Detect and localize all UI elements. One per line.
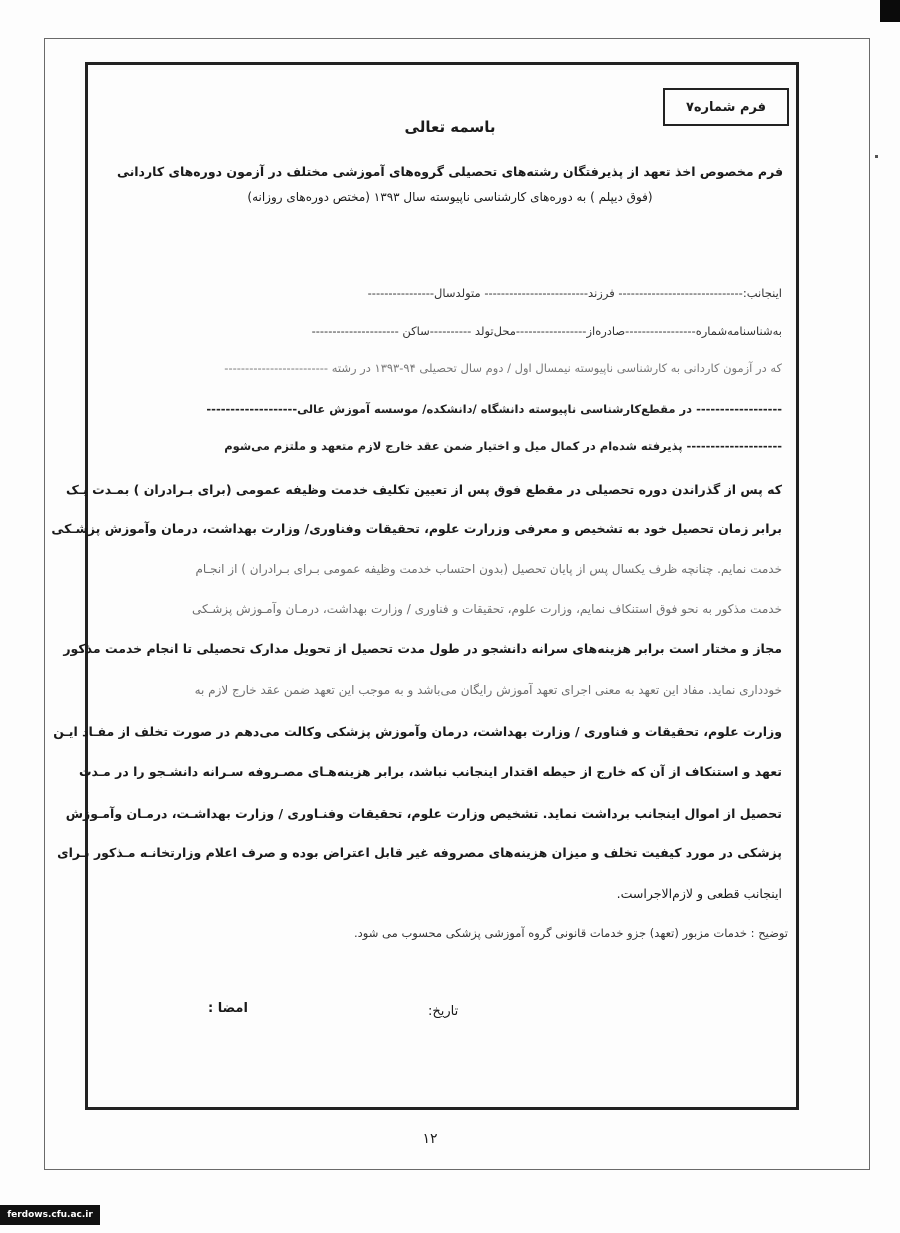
body-line: خدمت نمایم. چنانچه ظرف یکسال پس از پایان تحصیل (بدون احتساب خدمت وظیفه عمومی بـرای بـرادران ) از انجـام <box>195 562 782 576</box>
scan-corner-mark <box>880 0 900 22</box>
subtitle-line-2: (فوق دیپلم ) به دوره‌های کارشناسی ناپیوسته سال ۱۳۹۳ (مختص دوره‌های روزانه) <box>247 190 653 204</box>
body-line: تحصیل از اموال اینجانب برداشت نماید. تشخیص وزارت علوم، تحقیقات وفنـاوری / وزارت بهداشـت، درمـان وآمـوزش <box>65 806 782 821</box>
body-line: خدمت مذکور به نحو فوق استنکاف نمایم، وزارت علوم، تحقیقات و فناوری / وزارت بهداشت، درمـان وآمـوزش پزشـکی <box>192 602 782 616</box>
field-exam-line: که در آزمون کاردانی به کارشناسی ناپیوسته نیمسال اول / دوم سال تحصیلی ۹۴-۱۳۹۳ در رشته ------------------------- <box>224 361 782 375</box>
form-number-label: فرم شماره۷ <box>685 99 767 115</box>
field-id-line: به‌شناسنامه‌شماره-----------------صادره‌از-----------------محل‌تولد ----------ساکن --------------------- <box>311 324 782 338</box>
page-heading: باسمه تعالی <box>404 118 496 136</box>
body-line: وزارت علوم، تحقیقات و فناوری / وزارت بهداشت، درمان وآموزش پزشکی وکالت می‌دهم در صورت تخلف از مفـاد ایـن <box>53 724 782 739</box>
body-line: برابر زمان تحصیل خود به تشخیص و معرفی وزرارت علوم، تحقیقات وفناوری/ وزارت بهداشت، درمان وآموزش پزشـکی <box>51 521 782 536</box>
field-name-line: اینجانب:------------------------------ فرزند------------------------- متولدسال---------------- <box>367 286 782 300</box>
scan-speck <box>875 155 878 158</box>
footnote: توضیح : خدمات مزبور (تعهد) جزو خدمات قانونی گروه آموزشی پزشکی محسوب می شود. <box>354 926 788 940</box>
body-line: خودداری نماید. مفاد این تعهد به معنی اجرای تعهد آموزش رایگان می‌باشد و به موجب این تعهد ضمن عقد خارج لازم به <box>194 683 782 697</box>
body-line: اینجانب قطعی و لازم‌الاجراست. <box>616 886 782 901</box>
date-label: تاریخ: <box>428 1004 459 1019</box>
body-line: پزشکی در مورد کیفیت تخلف و میزان هزینه‌های مصروفه غیر قابل اعتراض بوده و صرف اعلام وزارتخانـه مـذکور بـرای <box>57 845 782 860</box>
page-number: ۱۲ <box>422 1131 438 1147</box>
field-university-line: ------------------ در مقطع‌کارشناسی ناپیوسته دانشگاه /دانشکده/ موسسه آموزش عالی------------------- <box>206 402 782 416</box>
signature-label: امضا : <box>208 1001 248 1016</box>
body-line: مجاز و مختار است برابر هزینه‌های سرانه دانشجو در طول مدت تحصیل از تحویل مدارک تحصیلی تا انجام خدمت مذکور <box>63 641 782 656</box>
site-watermark: ferdows.cfu.ac.ir <box>0 1205 100 1225</box>
field-accepted-line: -------------------- پذیرفته شده‌ام در کمال میل و اختیار ضمن عقد خارج لازم متعهد و ملتزم می‌شوم <box>224 439 782 453</box>
subtitle-line-1: فرم مخصوص اخذ تعهد از پذیرفتگان رشته‌های تحصیلی گروه‌های آموزشی مختلف در آزمون دوره‌های کاردانی <box>116 164 784 179</box>
body-line: تعهد و استنکاف از آن که خارج از حیطه اقتدار اینجانب نباشد، برابر هزینه‌هـای مصـروفه سـرانه دانشـجو را در مـدت <box>78 764 782 779</box>
body-line: که پس از گذراندن دوره تحصیلی در مقطع فوق پس از تعیین تکلیف خدمت وظیفه عمومی (برای بـرادران ) بمـدت یـک <box>66 482 782 497</box>
form-frame <box>85 62 799 1110</box>
